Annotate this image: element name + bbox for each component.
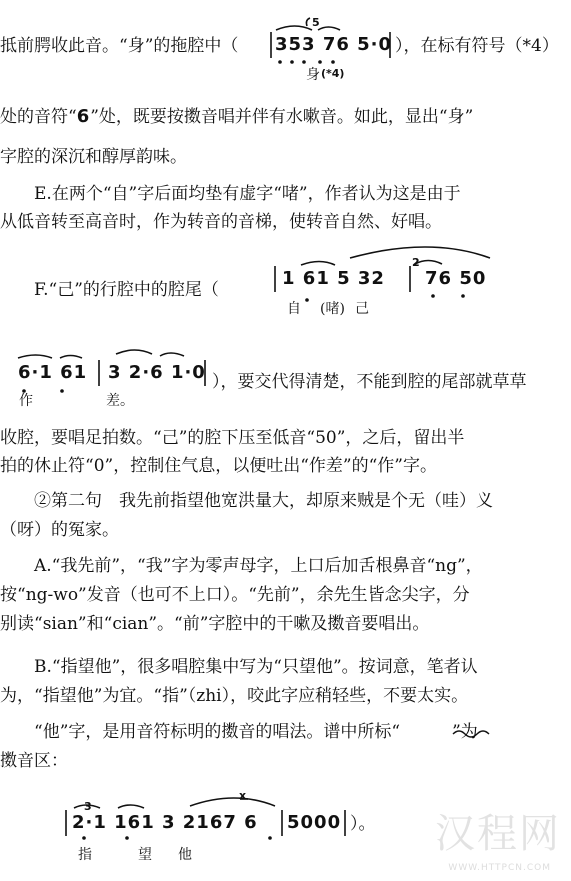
- jianpu-notation: 76 50: [425, 268, 487, 289]
- text-segment: 处的音符“: [0, 107, 77, 127]
- text-segment: ”为: [452, 722, 478, 742]
- lyric: 作: [19, 393, 33, 409]
- text-line: 收腔，要唱足拍数。“己”的腔下压至低音“50”，之后，留出半: [0, 428, 465, 448]
- text-line: [34, 721, 478, 743]
- lyric: 望: [138, 847, 152, 863]
- text-line: A.“我先前”，“我”字为零声母字，上口后加舌根鼻音“ng”，: [34, 556, 483, 576]
- lyric: 指: [78, 847, 92, 863]
- text-line: B.“指望他”，很多唱腔集中写为“只望他”。按词意，笔者认: [34, 657, 478, 677]
- text-segment: ”处，既要按擞音唱并伴有水嗽音。如此，显出“身”: [90, 107, 474, 127]
- text-line: [0, 35, 238, 57]
- text-line: ②第二句 我先前指望他宽洪量大，却原来贼是个无（哇）义: [34, 491, 493, 511]
- text-line: 为，“指望他”为宜。“指”（zhi），咬此字应稍轻些，不要太实。: [0, 686, 469, 706]
- text-line: 擞音区：: [0, 751, 68, 771]
- text-line: 拍的休止符“0”，控制住气息，以便吐出“作差”的“作”字。: [0, 456, 437, 476]
- text-line: 字腔的深沉和醇厚韵味。: [0, 147, 187, 167]
- text-line: ）。: [350, 814, 376, 834]
- lyric: 己: [355, 301, 369, 317]
- text-line: [395, 35, 559, 57]
- text-line: 按“ng-wo”发音（也可不上口）。“先前”，余先生皆念尖字，分: [0, 585, 470, 605]
- jianpu-notation: 5000: [287, 812, 342, 833]
- lyric: (啫): [320, 301, 345, 317]
- text-line: E.在两个“自”字后面均垫有虚字“啫”，作者认为这是由于: [34, 184, 461, 204]
- text-line: ），要交代得清楚，不能到腔的尾部就草草: [212, 372, 527, 392]
- lyric: 差。: [106, 393, 134, 409]
- mark-label: (*4): [321, 67, 345, 80]
- lyric: 自: [287, 301, 301, 317]
- watermark-url: WWW.HTTPCN.COM: [448, 863, 551, 873]
- watermark-logo: 汉程网: [435, 811, 561, 857]
- grace-note: 5: [312, 16, 320, 29]
- text-segment: “他”字，是用音符标明的擞音的唱法。谱中所标“: [34, 722, 401, 742]
- jianpu-notation: 353 76 5·0: [275, 34, 393, 55]
- jianpu-notation: 3 2·6 1·0: [108, 362, 206, 383]
- jianpu-notation: 2·1 161 3 2167 6: [72, 812, 258, 833]
- note-symbol: 6: [76, 106, 91, 127]
- text-line: 别读“sian”和“cian”。“前”字腔中的干嗽及擞音要唱出。: [0, 614, 430, 634]
- grace-note: 3: [84, 800, 92, 813]
- text-line: （呀）的冤家。: [0, 520, 119, 540]
- grace-note: x: [239, 789, 247, 802]
- lyric: 他: [178, 847, 192, 863]
- jianpu-notation: 6·1 61: [18, 362, 88, 383]
- lyric: 身: [306, 67, 320, 83]
- grace-note: 2: [412, 256, 420, 269]
- text-segment: 抵前腭收此音。“身”的拖腔中（: [0, 36, 239, 56]
- text-line: 从低音转至高音时，作为转音的音梯，使转音自然、好唱。: [0, 212, 442, 232]
- text-line: [0, 106, 473, 128]
- text-segment: ），在标有符号（*4）: [395, 36, 559, 56]
- text-line: F.“己”的行腔中的腔尾（: [34, 280, 219, 300]
- jianpu-notation: 1 61 5 32: [282, 268, 385, 289]
